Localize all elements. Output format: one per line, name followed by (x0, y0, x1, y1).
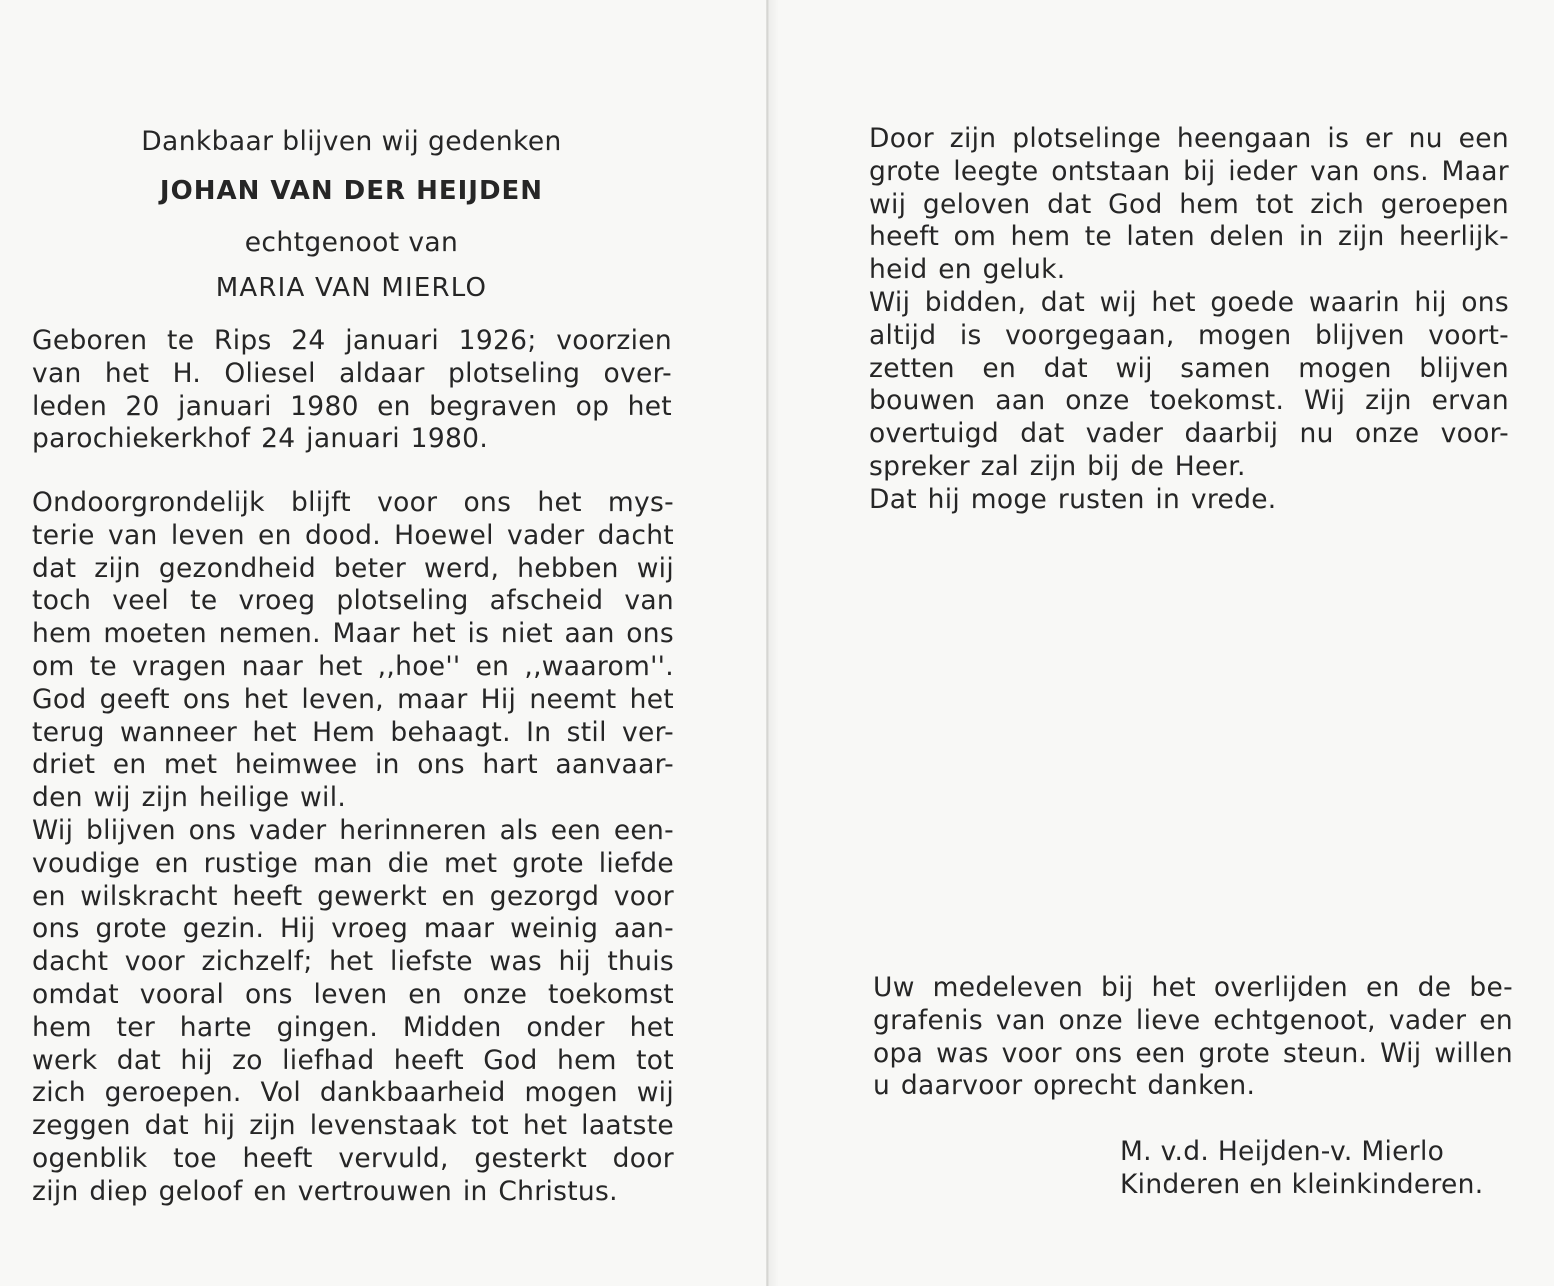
text-line: omdat vooral ons leven en onze toekomst (32, 978, 674, 1010)
biography-paragraph (32, 325, 672, 456)
text-line: Uw medeleven bij het overlijden en de be- (873, 972, 1513, 1003)
text-line: ons grote gezin. Hij vroeg maar weinig aan- (32, 913, 674, 945)
text-line: van het H. Oliesel aldaar plotseling over- (32, 357, 672, 389)
text-line: en wilskracht heeft gewerkt en gezorgd voor (32, 880, 674, 912)
text-line: God geeft ons het leven, maar Hij neemt het (32, 683, 674, 715)
text-line: Dat hij moge rusten in vrede. (869, 483, 1277, 515)
text-line: grote leegte ontstaan bij ieder van ons. Maar (869, 155, 1509, 187)
text-line: zeggen dat hij zijn levenstaak tot het laatste (32, 1110, 674, 1142)
text-line: Ondoorgrondelijk blijft voor ons het mys- (32, 487, 674, 518)
text-line: spreker zal zijn bij de Heer. (869, 450, 1246, 482)
intro-line: Dankbaar blijven wij gedenken (141, 126, 562, 157)
text-line: bouwen aan onze toekomst. Wij zijn ervan (869, 385, 1509, 417)
text-line: Wij bidden, dat wij het goede waarin hij ons (869, 286, 1509, 318)
signature-family: Kinderen en kleinkinderen. (1120, 1169, 1484, 1200)
text-line: den wij zijn heilige wil. (32, 782, 347, 814)
text-line: opa was voor ons een grote steun. Wij willen (873, 1037, 1513, 1069)
text-line: driet en met heimwee in ons hart aanvaar- (32, 749, 674, 781)
deceased-name: JOHAN VAN DER HEIJDEN (159, 176, 544, 206)
text-line: terug wanneer het Hem behaagt. In stil ver- (32, 716, 674, 748)
text-line: werk dat hij zo liefhad heeft God hem tot (32, 1044, 674, 1076)
thanks-paragraph (873, 972, 1513, 1103)
text-line: parochiekerkhof 24 januari 1980. (32, 423, 489, 455)
relation-line: echtgenoot van (244, 227, 459, 258)
text-line: zich geroepen. Vol dankbaarheid mogen wij (32, 1077, 674, 1109)
signature-block (1120, 1135, 1483, 1201)
reflection-paragraph (32, 487, 674, 1209)
text-line: overtuigd dat vader daarbij nu onze voor- (869, 418, 1509, 450)
spouse-name: MARIA VAN MIERLO (215, 273, 488, 303)
text-line: u daarvoor oprecht danken. (873, 1070, 1256, 1102)
text-line: hem moeten nemen. Maar het is niet aan ons (32, 618, 674, 650)
text-line: dacht voor zichzelf; het liefste was hij thuis (32, 946, 674, 978)
text-line: zijn diep geloof en vertrouwen in Christus. (32, 1175, 618, 1207)
text-line: dat zijn gezondheid beter werd, hebben wij (32, 552, 674, 584)
text-line: terie van leven en dood. Hoewel vader dacht (32, 519, 674, 551)
text-line: hem ter harte gingen. Midden onder het (32, 1011, 674, 1043)
text-line: heid en geluk. (869, 254, 1066, 286)
text-line: wij geloven dat God hem tot zich geroepen (869, 188, 1509, 220)
text-line: Geboren te Rips 24 januari 1926; voorzien (32, 325, 672, 356)
text-line: voudige en rustige man die met grote liefde (32, 847, 674, 879)
right-page (779, 0, 1554, 1286)
text-line: Door zijn plotselinge heengaan is er nu een (869, 123, 1509, 154)
text-line: zetten en dat wij samen mogen blijven (869, 352, 1509, 384)
fold-shadow (769, 0, 779, 1286)
faith-paragraph (869, 123, 1509, 517)
text-line: altijd is voorgegaan, mogen blijven voort- (869, 319, 1509, 351)
signature-name: M. v.d. Heijden-v. Mierlo (1120, 1136, 1445, 1167)
text-line: ogenblik toe heeft vervuld, gesterkt door (32, 1142, 674, 1174)
text-line: Wij blijven ons vader herinneren als een een- (32, 814, 674, 846)
text-line: heeft om hem te laten delen in zijn heerlijk- (869, 221, 1509, 253)
text-line: om te vragen naar het ,,hoe'' en ,,waarom''. (32, 650, 674, 682)
text-line: toch veel te vroeg plotseling afscheid van (32, 585, 674, 617)
text-line: leden 20 januari 1980 en begraven op het (32, 390, 672, 422)
text-line: grafenis van onze lieve echtgenoot, vader en (873, 1004, 1513, 1036)
left-page (0, 0, 766, 1286)
